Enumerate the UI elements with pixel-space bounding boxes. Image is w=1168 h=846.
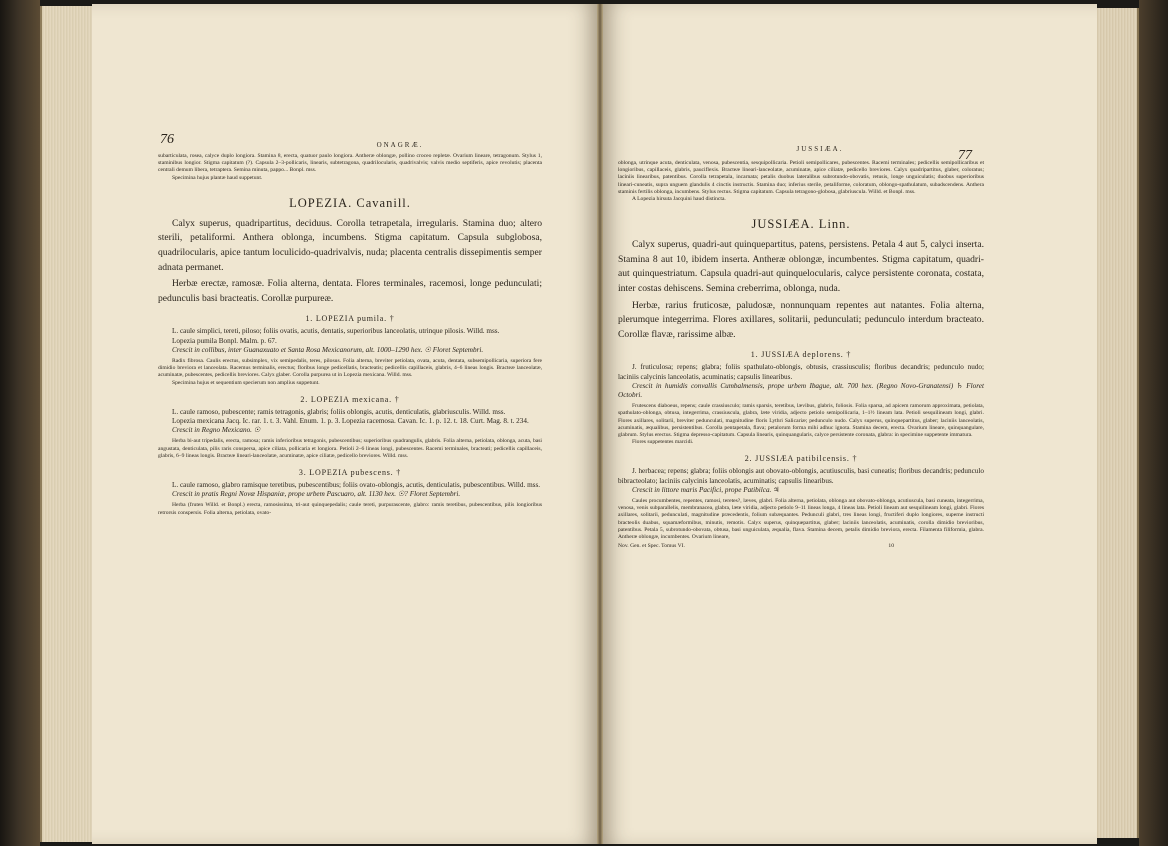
species-description: Herba bi-aut tripedalis, erecta, ramosa; ramis inferioribus tetragonis, pubescentibus; superioribus quadrangulis, glabris. Folia alterna, petiolata, oblonga, acuta, basi angustata, denticulata, pilis raris conspersa, apice ciliata, pollicaria et longiora. Petioli 2–6 lineas longi, pubescentes. Racemi terminales, bracteati; pedicellis capillaceis, glabris, 6–9 lineas longis. Bracteæ lineari-lanceolatæ, acuminatæ, apice ciliatæ, pedicello breviores. Willd. mss. xyxy=(158,438,542,459)
book-gutter xyxy=(597,4,603,844)
species-description: Herba (fruten Willd. et Bonpl.) erecta, ramosissima, tri-aut quinquepedalis; caule tereti, purpurascente, glabro: ramis teretibus, pubescentibus, pilis longioribus retrorsis conspersis. Folia alterna, petiolata, ovato- xyxy=(158,502,542,516)
species-locality: Crescit in pratis Regni Novæ Hispaniæ, prope urbem Pascuaro, alt. 1130 hex. ☉? Floret Septembri. xyxy=(172,490,461,499)
signature-mark: 10 xyxy=(888,543,894,550)
species-note: Flores suppetentes marcidi. xyxy=(632,439,694,446)
genus-habit-jussiaea: Herbæ, rarius fruticosæ, paludosæ, nonnunquam repentes aut natantes. Folia alterna, plerumque integerrima. Flores axillares, solitarii, pedunculati; pedunculo interdum bracteato. Corollæ flavæ, rarissime albæ. xyxy=(618,299,984,340)
right-text-column xyxy=(618,160,984,550)
species-description: Frutescens diaboeus, repens; caule crassiusculo; ramis sparsis, teretibus, lævibus, glabris, foliosis. Folia sparsa, ad apicem ramorum approximata, petiolata, spathulato-oblonga, obtusa, integerrima, crassiuscula, glabra, læte viridia, adjecto petiolo semipollicaria, 1–1½ lineam lata. Petioli sesquilineam longi, glabri. Flores axillares, solitarii, breviter pedunculati, magnitudine floris Lythri Salicariæ; pedunculo nudo. Calyx superus, quinquepartitus, glaber; laciniis lanceolatis, acuminatis, æqualibus, persistentibus. Corolla pentapetala, flava; petalorum forma mihi adhuc ignota. Stamina decem, erecta. Ovarium lineare, quinquangulare, glabrum. Stylus erectus. Stigma depresso-capitatum. Capsula linearis, quinquangularis, calyce persistente coronata, glabra: in specimine suppetente immatura. xyxy=(618,403,984,438)
genus-heading-jussiaea: JUSSIÆA. Linn. xyxy=(751,217,851,232)
genus-description-lopezia: Calyx superus, quadripartitus, deciduus. Corolla tetrapetala, irregularis. Stamina duo; altero sterili, petaliformi. Anthera oblonga, incumbens. Stigma capitatum. Capsula subglobosa, quadrilocularis, apice tantum loculicido-quadrivalvis, nuda; placenta centralis dissepimentis semper adnata permanet. xyxy=(158,217,542,273)
book-cover-right xyxy=(1139,0,1168,846)
intro-paragraph-left: subarticulata, rosea, calyce duplo longiora. Stamina 8, erecta, quatuor paulo longiora. Antheræ oblongæ, pollino croceo repletæ. Ovarium lineare, tetragonum. Stylus 1, staminibus longior. Stigma capitatum (?). Capsula 2–3-pollicaris, linearis, subtetragona, quadrilocularis, quadrivalvis; valvis medio septiferis, apice revolutis; placenta centrali demum libera, tetraptera. Semina minuta, pappo... Bonpl. mss. xyxy=(158,153,542,174)
species-diagnosis: J. fruticulosa; repens; glabra; foliis spathulato-oblongis, obtusis, crassiusculis; floribus decandris; pedunculo nudo; laciniis calycinis lanceolatis, acuminatis; capsulis linearibus. xyxy=(618,363,984,381)
genus-habit-lopezia: Herbæ erectæ, ramosæ. Folia alterna, dentata. Flores terminales, racemosi, longe pedunculati; pedunculis basi bracteatis. Corollæ purpureæ. xyxy=(158,278,542,304)
species-title: 2. LOPEZIA mexicana. † xyxy=(300,394,400,404)
signature-line: Nov. Gen. et Spec. Tomus VI. xyxy=(618,543,685,550)
genus-heading-lopezia: LOPEZIA. Cavanill. xyxy=(289,195,411,210)
book-cover-left xyxy=(0,0,40,846)
intro-paragraph-right: oblonga, utrinque acuta, denticulata, venosa, pubescentia, sesquipollicaria. Petioli semipollicares, pubescentes. Racemi terminales; pedicellis semipollicaribus et longioribus, capillaceis, glabris, pauciflexis. Bracteæ lineari-lanceolatæ, acuminatæ, apice ciliatæ, pedicello breviores. Calyx quadripartitus, glaber, coloratus; laciniis linearibus, patentibus. Corolla tetrapetala, incarnata; petalis duobus lateralibus subrotundo-obovatis, retusis, longe unguiculatis; duobus superioribus lineari-cuneatis, supra unguem glandulis 4 cinctis instructis. Stamina duo; inferius sterile, petaliforme, coloratum, oblongo-spathulatum, subadscendens. Anthera staminis fertilis oblonga, incumbens. Stylus rectus. Stigma capitatum. Capsula tetragono-globosa, glabriuscula. Willd. et Bonpl. mss. xyxy=(618,160,984,195)
page-edges-left xyxy=(40,6,94,842)
species-diagnosis: L. caule simplici, tereti, piloso; foliis ovatis, acutis, dentatis, superioribus lanceolatis, utrinque pilosis. Willd. mss. xyxy=(172,327,500,336)
species-description: Caules procumbentes, repentes, ramosi, teretes?, læves, glabri. Folia alterna, petiolata, oblonga aut obovato-oblonga, acutiuscula, basi cuneata, integerrima, venosa, venis subparallelis, membranacea, glabra, læte viridia, adjecto petiolo 9–11 lineas longa, 4 lineas lata. Petioli lineam aut sesquilineam longi, glabri. Flores axillares, solitarii, pedunculati, magnitudine præcedentis, folium subæquantes. Pedunculi glabri, tres lineas longi, fructiferi duplo longiores, superne instructi bracteolis duabus, squamæformibus, minutis, remotis. Calyx superus, quinquepartitus, glaber; laciniis lanceolatis, acuminatis, corolla dimidio brevioribus, patentibus. Petala 5, subrotundo-obovata, obtusa, basi unguiculata, æqualia, flava. Stamina decem, petalis dimidio breviora, erecta. Filamenta filiformia, glabra. Antheræ oblongæ, incumbentes. Ovarium lineare, xyxy=(618,498,984,541)
species-locality: Crescit in collibus, inter Guanaxuato et Santa Rosa Mexicanorum, alt. 1000–1290 hex. ☉ Floret Septembri. xyxy=(172,345,484,354)
left-text-column xyxy=(158,153,542,517)
species-title: 1. LOPEZIA pumila. † xyxy=(305,314,395,324)
species-locality: Crescit in humidis convallis Cumbalmensis, prope urbem Ibague, alt. 700 hex. (Regno Novo-Granatensi) ♄ Floret Octobri. xyxy=(618,381,984,399)
species-synonym: Lopezia pumila Bonpl. Malm. p. 67. xyxy=(172,336,277,345)
page-number-left: 76 xyxy=(160,132,174,147)
species-locality: Crescit in littore maris Pacifici, prope Patibilca. ♃ xyxy=(632,485,780,494)
species-locality: Crescit in Regno Mexicano. ☉ xyxy=(172,426,261,435)
species-note: Specimina hujus et sequentium specierum non amplius suppetunt. xyxy=(172,379,320,386)
page-edges-right xyxy=(1097,8,1139,838)
species-title: 3. LOPEZIA pubescens. † xyxy=(298,468,402,478)
species-diagnosis: L. caule ramoso, glabro ramisque teretibus, pubescentibus; foliis ovato-oblongis, acutis, denticulatis, pubescentibus. Willd. mss. xyxy=(172,481,541,490)
species-synonym: Lopezia mexicana Jacq. Ic. rar. 1. t. 3. Vahl. Enum. 1. p. 3. Lopezia racemosa. Cavan. Ic. 1. p. 12. t. 18. Curt. Mag. 8. t. 234. xyxy=(172,417,529,425)
intro-note-right: A Lopezia hirsuta Jacquini haud distincta. xyxy=(632,196,726,203)
genus-description-jussiaea: Calyx superus, quadri-aut quinquepartitus, patens, persistens. Petala 4 aut 5, calyci inserta. Stamina 8 aut 10, ibidem inserta. Antheræ oblongæ, incumbentes. Stigma capitatum, quadri-aut quinquestriatum. Capsula quadri-aut quinquelocularis, calyce persistente coronata, costata, inter costas dehiscens. Semina creberrima, oblonga, nuda. xyxy=(618,239,984,294)
signature-row xyxy=(618,543,984,550)
species-diagnosis: L. caule ramoso, pubescente; ramis tetragonis, glabris; foliis oblongis, acutis, denticulatis, glabriusculis. Willd. mss. xyxy=(172,407,506,416)
page-number-right: 77 xyxy=(958,148,972,163)
running-head-left: ONAGRÆ. xyxy=(376,141,424,149)
species-diagnosis: J. herbacea; repens; glabra; foliis oblongis aut obovato-oblongis, acutiusculis, basi cuneatis; floribus decandris; pedunculo bibracteolato; laciniis calycinis lanceolatis, acuminatis; capsulis linearibus. xyxy=(618,467,984,485)
species-title: 1. JUSSIÆA deplorens. † xyxy=(750,350,852,360)
running-head-right: JUSSIÆA. xyxy=(796,145,844,153)
species-description: Radix fibrosa. Caulis erectus, subsimplex, vix semipedalis, teres, pilosus. Folia alterna, breviter petiolata, ovata, acuta, dentata, subsemipollicaria, superiora fere dimidio breviora et lanceolata. Racemus terminalis, erectus; floribus longe pedicellatis, bracteatis; pedicellis capillaceis, glabris, 4–6 lineas longis. Bracteæ lanceolatæ, acuminatæ, pubescentes, pedicellis breviores. Calyx glaber. Corolla purpurea ut in Lopezia mexicana. Willd. mss. xyxy=(158,357,542,379)
species-title: 2. JUSSIÆA patibilcensis. † xyxy=(744,454,858,464)
intro-note-left: Specimina hujus plantæ haud suppetunt. xyxy=(172,174,263,181)
